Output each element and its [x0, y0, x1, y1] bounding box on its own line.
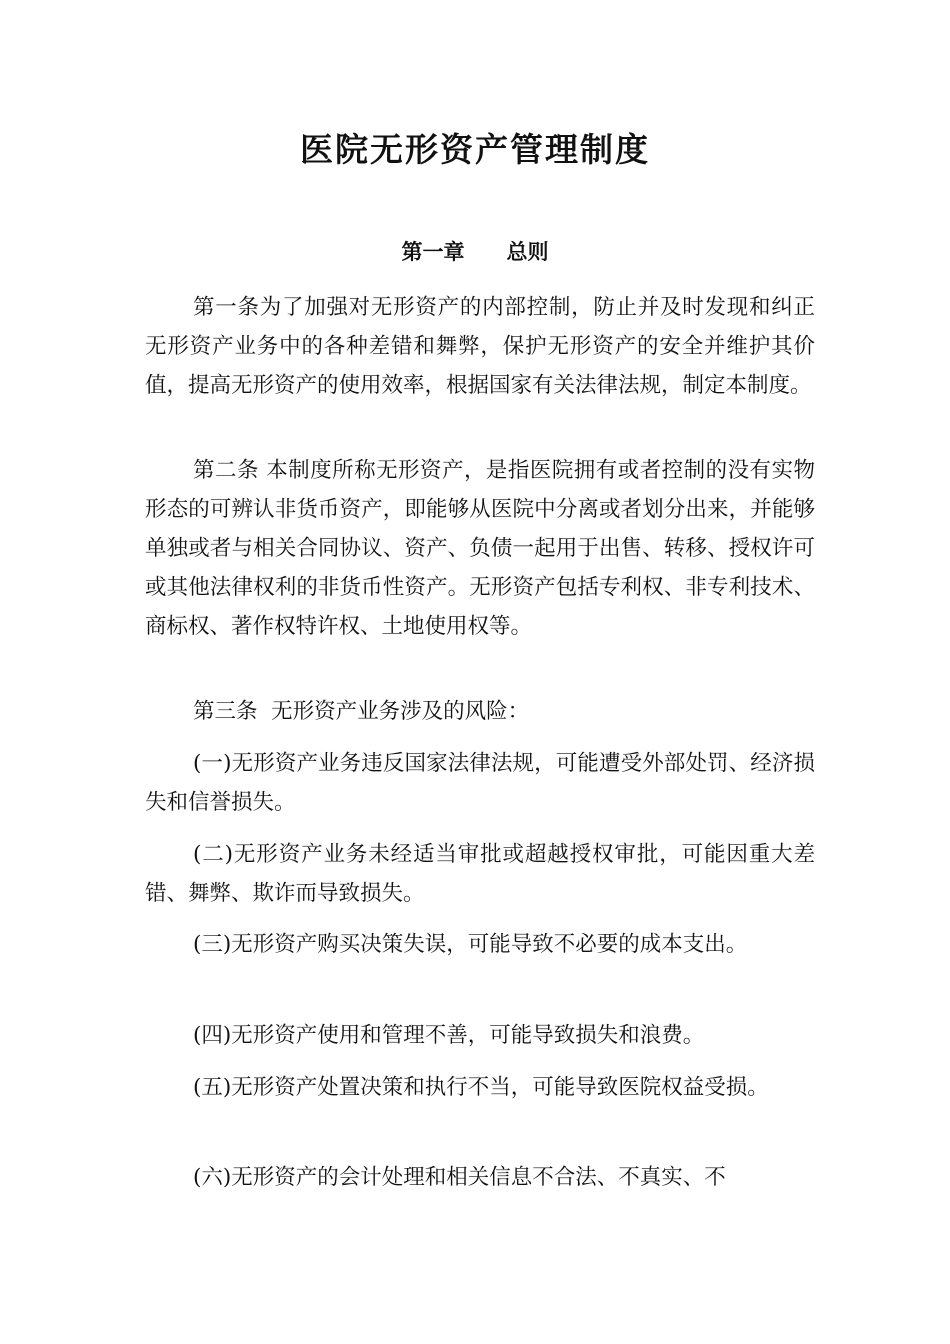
risk-item-6: (六)无形资产的会计处理和相关信息不合法、不真实、不 [193, 1165, 726, 1190]
document-title: 医院无形资产管理制度 [300, 130, 650, 169]
article-2: 第二条 本制度所称无形资产，是指医院拥有或者控制的没有实物形态的可辨认非货币资产，即能够从医院中分离或者划分出来，并能够单独或者与相关合同协议、资产、负债一起用于出售、转移、授权许可或其他法律权利的非货币性资产。无形资产包括专利权、非专利技术、商标权、著作权特许权、土地使用权等。 [145, 458, 815, 639]
risk-item-2: (二)无形资产业务未经适当审批或超越授权审批，可能因重大差错、舞弊、欺诈而导致损失。 [145, 842, 815, 906]
risk-item-3: (三)无形资产购买决策失误，可能导致不必要的成本支出。 [193, 932, 748, 957]
article-3: 第三条 无形资产业务涉及的风险： [193, 699, 530, 724]
risk-item-4: (四)无形资产使用和管理不善，可能导致损失和浪费。 [193, 1023, 705, 1048]
risk-item-5: (五)无形资产处置决策和执行不当，可能导致医院权益受损。 [193, 1075, 769, 1100]
risk-item-1: (一)无形资产业务违反国家法律法规，可能遭受外部处罚、经济损失和信誉损失。 [145, 751, 815, 815]
chapter-heading: 第一章 总则 [401, 239, 549, 264]
article-1: 第一条为了加强对无形资产的内部控制，防止并及时发现和纠正无形资产业务中的各种差错和舞弊，保护无形资产的安全并维护其价值，提高无形资产的使用效率，根据国家有关法律法规，制定本制度。 [145, 295, 815, 398]
